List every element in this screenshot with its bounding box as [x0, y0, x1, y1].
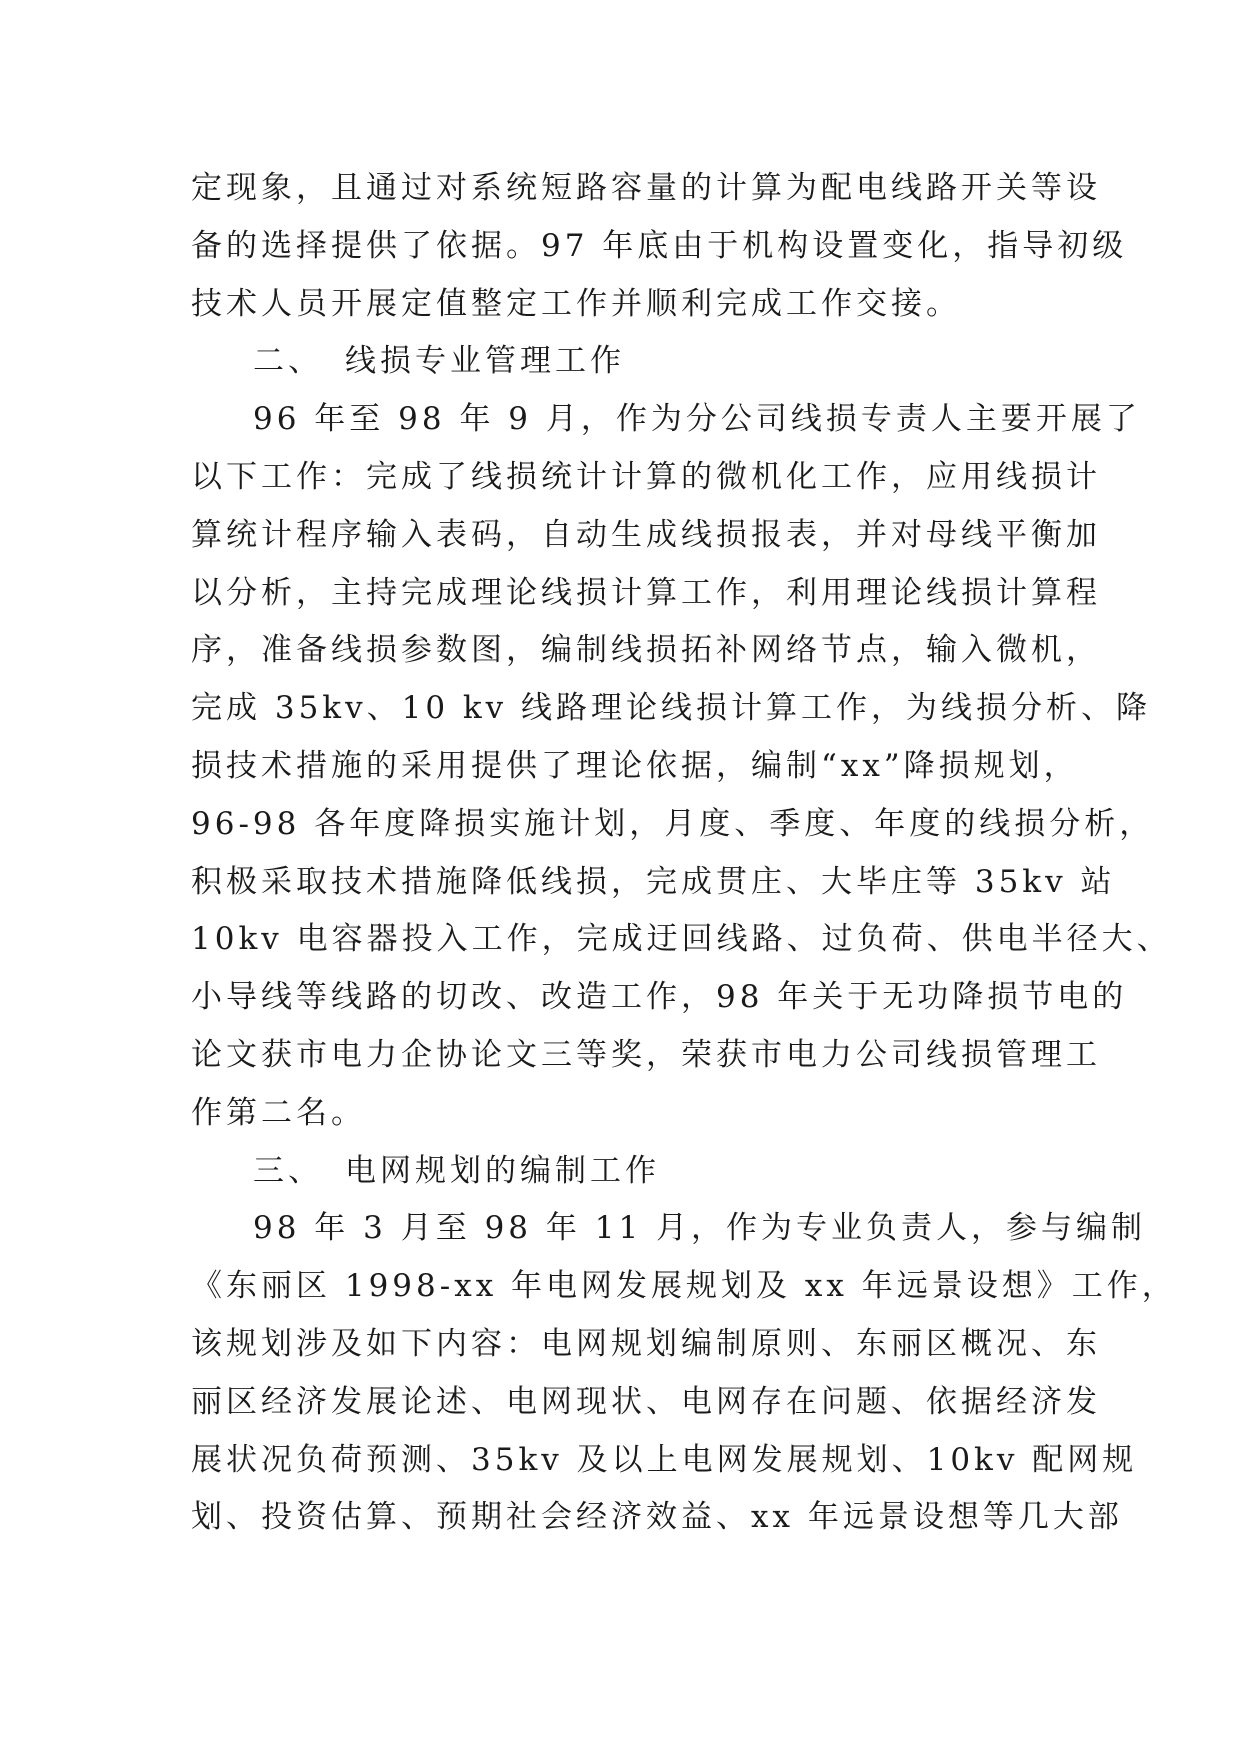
- paragraph-line: 10kv 电容器投入工作，完成迂回线路、过负荷、供电半径大、: [191, 921, 1172, 958]
- paragraph-line: 《东丽区 1998-xx 年电网发展规划及 xx 年远景设想》工作，: [191, 1268, 1177, 1305]
- paragraph-line: 96 年至 98 年 9 月，作为分公司线损专责人主要开展了: [253, 401, 1141, 438]
- document-body: [191, 160, 1177, 1547]
- paragraph-line: 备的选择提供了依据。97 年底由于机构设置变化，指导初级: [191, 227, 1128, 264]
- section-title: 线损专业管理工作: [345, 343, 625, 380]
- paragraph-line: 该规划涉及如下内容：电网规划编制原则、东丽区概况、东: [191, 1325, 1101, 1362]
- paragraph-line: 技术人员开展定值整定工作并顺利完成工作交接。: [191, 285, 961, 322]
- paragraph-line: 以分析，主持完成理论线损计算工作，利用理论线损计算程: [191, 574, 1101, 611]
- paragraph-line: 98 年 3 月至 98 年 11 月，作为专业负责人，参与编制: [253, 1210, 1147, 1247]
- paragraph-line: 论文获市电力企协论文三等奖，荣获市电力公司线损管理工: [191, 1036, 1101, 1073]
- paragraph-line: 展状况负荷预测、35kv 及以上电网发展规划、10kv 配网规: [191, 1441, 1138, 1478]
- paragraph-line: 作第二名。: [191, 1094, 366, 1131]
- paragraph-line: 丽区经济发展论述、电网现状、电网存在问题、依据经济发: [191, 1383, 1101, 1420]
- paragraph-line: 以下工作：完成了线损统计计算的微机化工作，应用线损计: [191, 458, 1101, 495]
- section-heading-2: [191, 333, 1071, 391]
- paragraph-line: 96-98 各年度降损实施计划，月度、季度、年度的线损分析，: [191, 805, 1155, 842]
- section-number: 三、: [253, 1152, 323, 1189]
- paragraph-line: 算统计程序输入表码，自动生成线损报表，并对母线平衡加: [191, 516, 1101, 553]
- section-title: 电网规划的编制工作: [345, 1152, 660, 1189]
- paragraph-line: 序，准备线损参数图，编制线损拓补网络节点，输入微机，: [191, 632, 1101, 669]
- section-heading-3: [191, 1143, 1071, 1201]
- paragraph-line: 划、投资估算、预期社会经济效益、xx 年远景设想等几大部: [191, 1499, 1123, 1536]
- paragraph-line: 完成 35kv、10 kv 线路理论线损计算工作，为线损分析、降: [191, 690, 1152, 727]
- section-number: 二、: [253, 343, 323, 380]
- paragraph-line: 积极采取技术措施降低线损，完成贯庄、大毕庄等 35kv 站: [191, 863, 1116, 900]
- paragraph-line: 损技术措施的采用提供了理论依据，编制“xx”降损规划，: [191, 747, 1079, 784]
- paragraph-line: 小导线等线路的切改、改造工作，98 年关于无功降损节电的: [191, 979, 1128, 1016]
- paragraph-line: 定现象，且通过对系统短路容量的计算为配电线路开关等设: [191, 170, 1101, 206]
